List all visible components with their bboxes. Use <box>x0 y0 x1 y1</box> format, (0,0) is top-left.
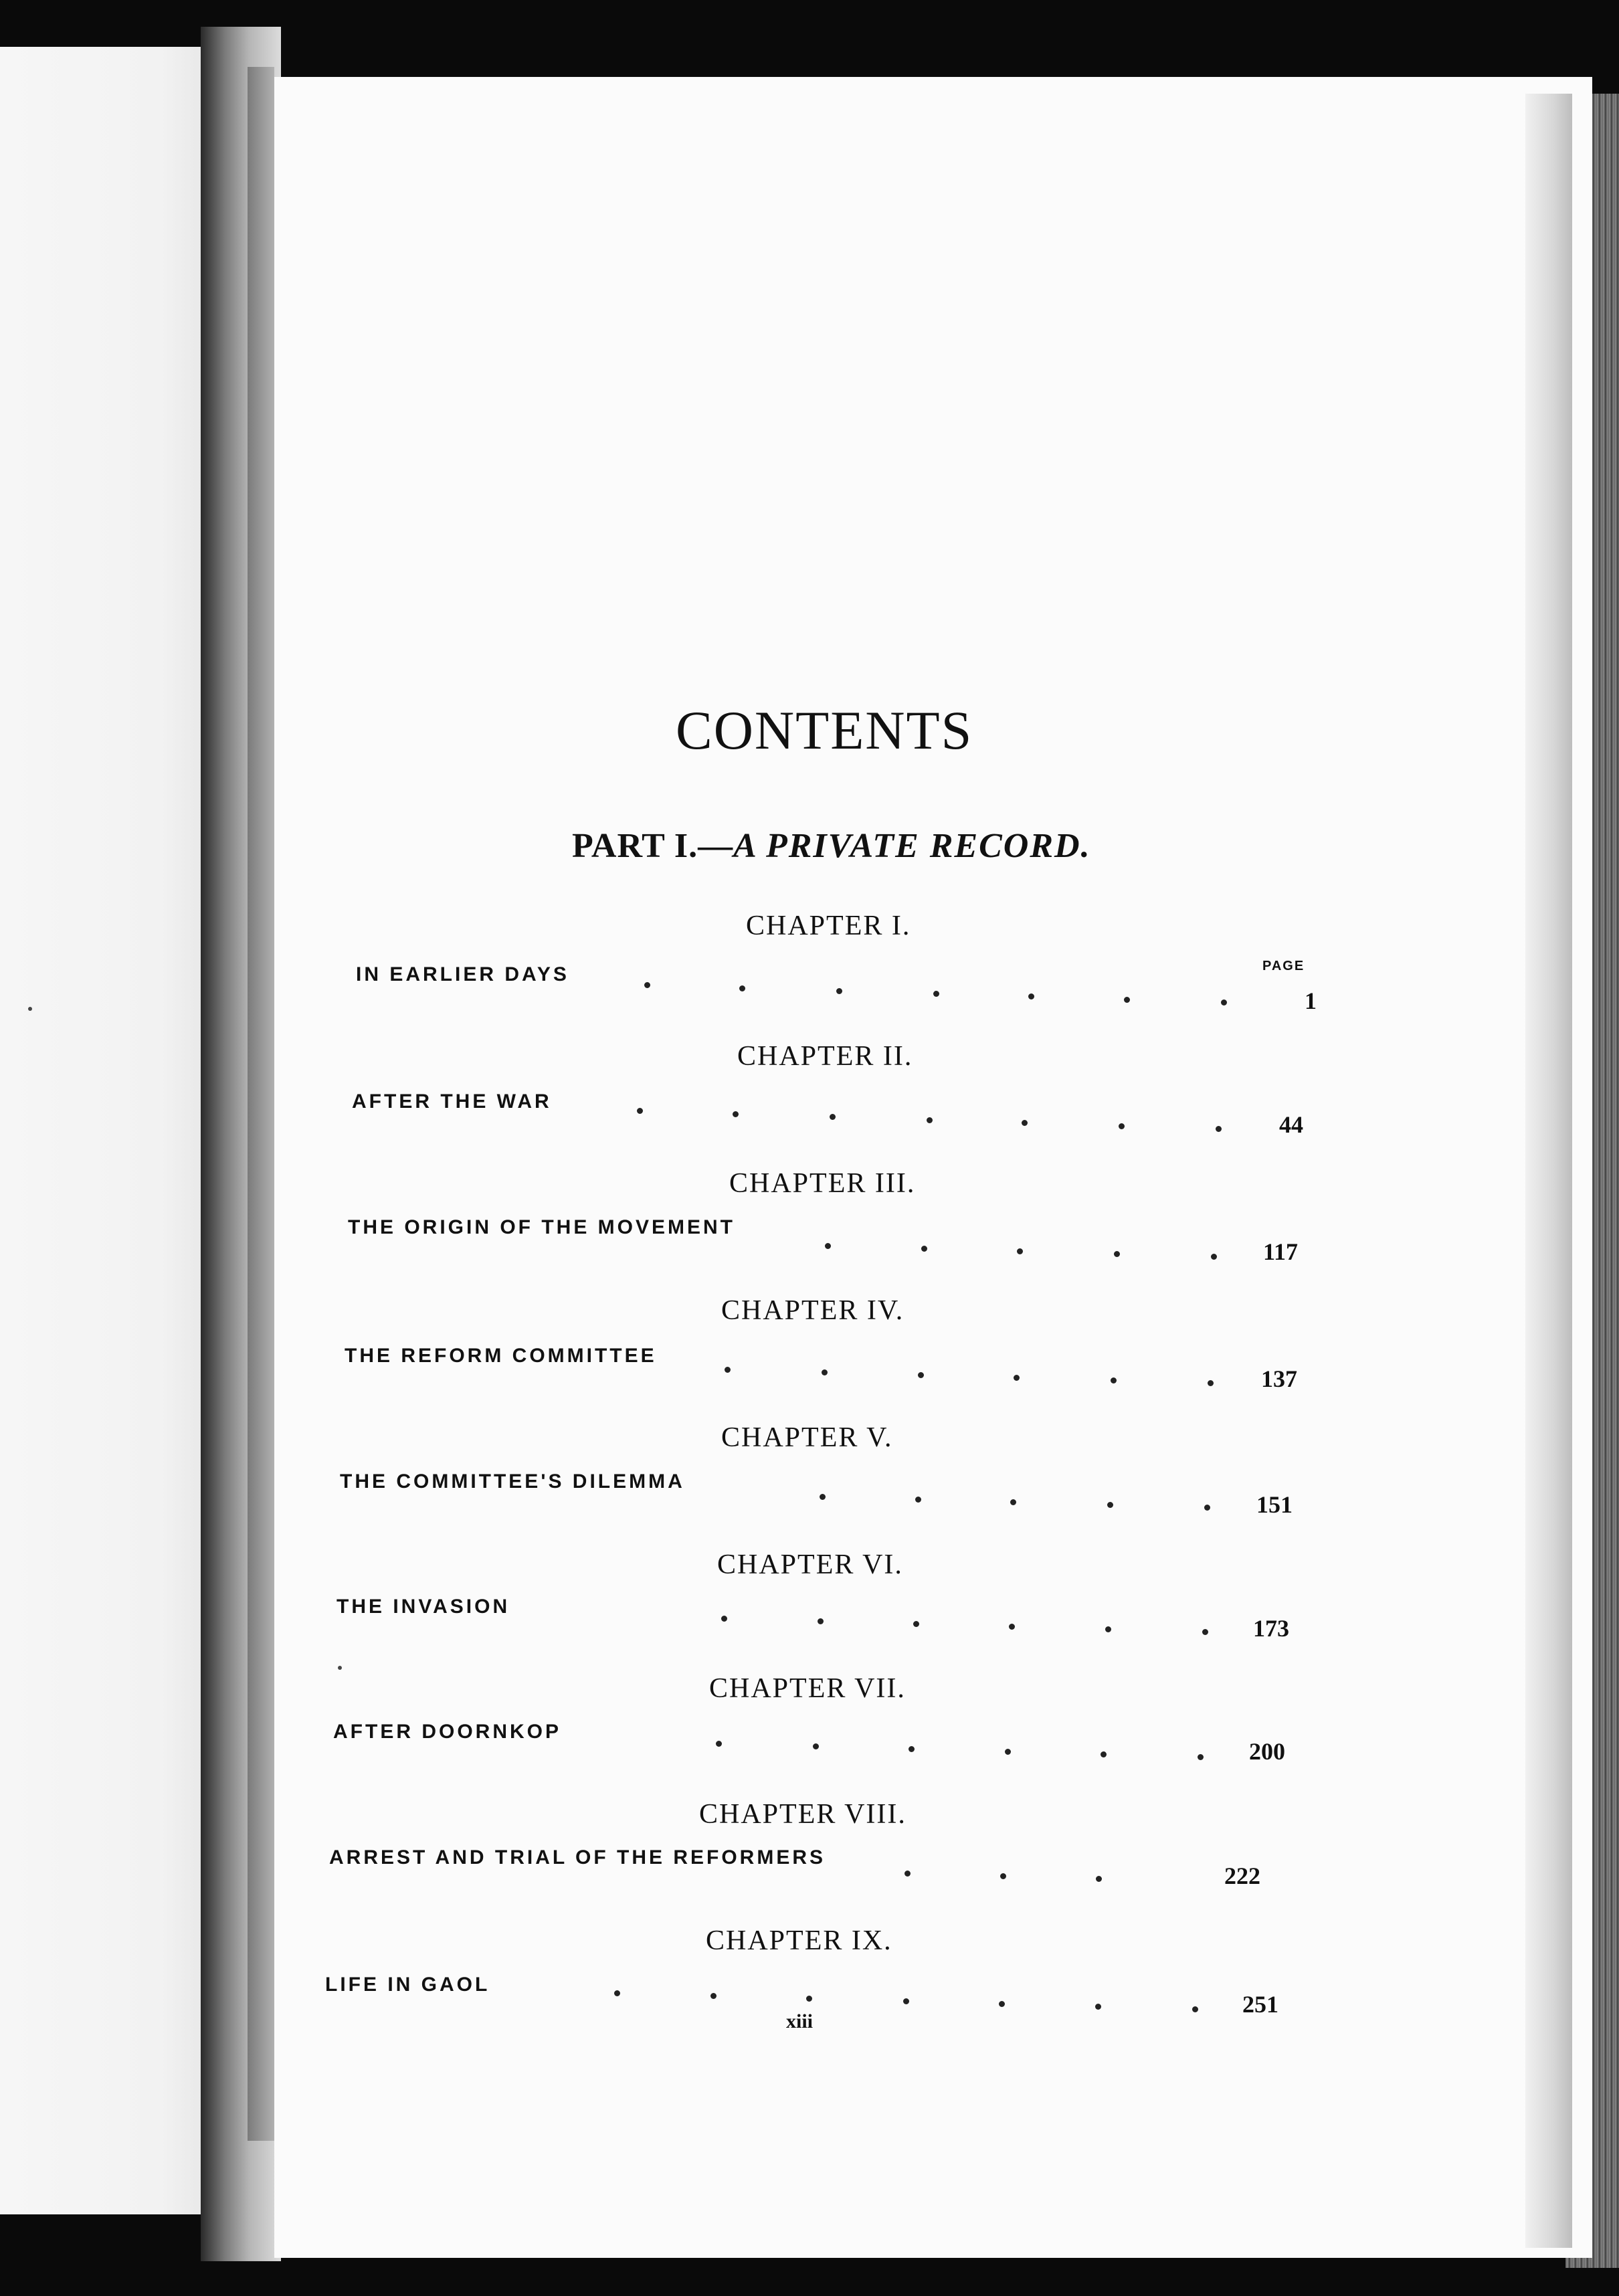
chapter-title: IN EARLIER DAYS <box>356 963 569 985</box>
chapter-page-number: 117 <box>1263 1238 1299 1265</box>
chapter-heading: CHAPTER VII. <box>709 1673 906 1704</box>
leader-dot <box>1192 2006 1198 2012</box>
leader-dot <box>909 1746 915 1752</box>
leader-dot <box>1124 997 1130 1003</box>
leader-dot <box>1009 1624 1015 1630</box>
leader-dot <box>1221 999 1227 1006</box>
leader-dot <box>1107 1502 1113 1508</box>
chapter-title: THE COMMITTEE'S DILEMMA <box>340 1470 685 1493</box>
leader-dot <box>637 1108 643 1114</box>
page-folio: xiii <box>786 2010 814 2032</box>
leader-dot <box>836 988 842 994</box>
leader-dot <box>1000 1873 1006 1879</box>
leader-dot <box>1119 1123 1125 1129</box>
page-title: CONTENTS <box>676 700 973 761</box>
chapter-title: AFTER DOORNKOP <box>333 1721 561 1743</box>
chapter-page-number: 251 <box>1242 1991 1278 2018</box>
leader-dot <box>1010 1499 1016 1505</box>
leader-dot <box>1208 1380 1214 1386</box>
page-column-label: PAGE <box>1262 959 1305 973</box>
chapter-heading: CHAPTER V. <box>721 1422 893 1453</box>
leader-dot <box>915 1497 921 1503</box>
chapter-page-number: 151 <box>1256 1491 1293 1518</box>
chapter-title: ARREST AND TRIAL OF THE REFORMERS <box>329 1846 826 1869</box>
leader-dot <box>813 1743 819 1749</box>
leader-dot <box>822 1369 828 1375</box>
chapter-title: AFTER THE WAR <box>352 1090 552 1113</box>
leader-dot <box>1014 1375 1020 1381</box>
chapter-heading: CHAPTER IV. <box>721 1295 904 1326</box>
chapter-page-number: 1 <box>1305 987 1317 1014</box>
leader-dot <box>1028 993 1034 999</box>
leader-dot <box>1202 1629 1208 1635</box>
leader-dot <box>1114 1251 1120 1257</box>
leader-dot <box>825 1243 831 1249</box>
leader-dot <box>999 2001 1005 2007</box>
leader-dot <box>725 1367 731 1373</box>
chapter-page-number: 173 <box>1253 1615 1289 1642</box>
chapter-heading: CHAPTER I. <box>746 911 911 941</box>
chapter-page-number: 137 <box>1261 1365 1297 1392</box>
chapter-heading: CHAPTER II. <box>737 1041 913 1072</box>
leader-dot <box>739 985 745 991</box>
leader-dot <box>818 1618 824 1624</box>
leader-dot <box>1017 1248 1023 1254</box>
leader-dot <box>1101 1751 1107 1757</box>
leader-dot <box>721 1616 727 1622</box>
leader-dot <box>733 1111 739 1117</box>
chapter-title: LIFE IN GAOL <box>325 1974 490 1996</box>
leader-dot <box>933 991 939 997</box>
leader-dot <box>904 1871 911 1877</box>
leader-dot <box>1211 1254 1217 1260</box>
leader-dot <box>820 1494 826 1500</box>
page-curl-shade <box>1525 94 1572 2248</box>
page-speck <box>28 1007 32 1011</box>
leader-dot <box>1105 1626 1111 1632</box>
chapter-title: THE ORIGIN OF THE MOVEMENT <box>348 1216 736 1238</box>
chapter-heading: CHAPTER VIII. <box>699 1799 907 1830</box>
part-number: PART I.— <box>572 827 734 865</box>
contents-page <box>274 77 1592 2258</box>
page-speck <box>338 1666 342 1670</box>
leader-dot <box>913 1621 919 1627</box>
chapter-heading: CHAPTER VI. <box>717 1549 903 1580</box>
leader-dot <box>1111 1377 1117 1383</box>
leader-dot <box>1216 1126 1222 1132</box>
left-facing-page <box>0 47 201 2214</box>
leader-dot <box>1204 1505 1210 1511</box>
chapter-heading: CHAPTER III. <box>729 1168 916 1199</box>
leader-dot <box>716 1741 722 1747</box>
leader-dot <box>1198 1754 1204 1760</box>
leader-dot <box>614 1990 620 1996</box>
chapter-heading: CHAPTER IX. <box>706 1925 892 1956</box>
leader-dot <box>921 1246 927 1252</box>
leader-dot <box>806 1996 812 2002</box>
leader-dot <box>903 1998 909 2004</box>
part-title: A PRIVATE RECORD. <box>733 827 1091 865</box>
leader-dot <box>927 1117 933 1123</box>
chapter-page-number: 222 <box>1224 1862 1260 1889</box>
chapter-page-number: 200 <box>1249 1738 1285 1765</box>
leader-dot <box>918 1372 924 1378</box>
leader-dot <box>710 1993 717 1999</box>
chapter-title: THE INVASION <box>337 1596 510 1618</box>
leader-dot <box>1022 1120 1028 1126</box>
chapter-title: THE REFORM COMMITTEE <box>345 1345 657 1367</box>
chapter-page-number: 44 <box>1279 1111 1303 1138</box>
leader-dot <box>1095 2004 1101 2010</box>
leader-dot <box>1005 1749 1011 1755</box>
leader-dot <box>1096 1876 1102 1882</box>
part-heading <box>572 826 1241 866</box>
leader-dot <box>830 1114 836 1120</box>
leader-dot <box>644 982 650 988</box>
gutter-shadow <box>248 67 274 2141</box>
